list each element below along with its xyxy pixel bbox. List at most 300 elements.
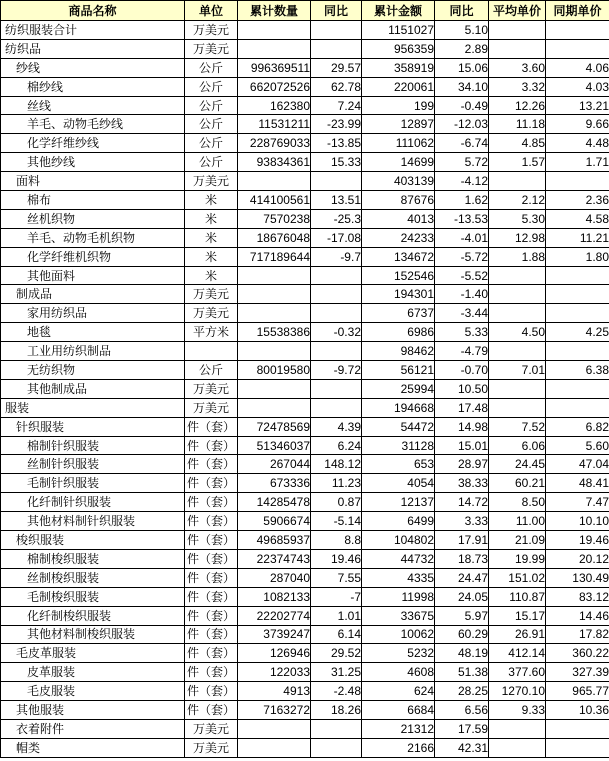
unit-cell: 件（套）	[185, 493, 238, 512]
table-row	[1, 474, 609, 493]
table-header	[1, 1, 609, 21]
amount-yoy-cell: 42.31	[435, 738, 489, 757]
unit-cell: 万美元	[185, 39, 238, 58]
prev-period-price-cell	[546, 738, 609, 757]
prev-period-price-cell: 47.04	[546, 455, 609, 474]
table-row	[1, 455, 609, 474]
cumulative-quantity-cell: 673336	[238, 474, 311, 493]
amount-yoy-cell: -4.01	[435, 228, 489, 247]
product-name-cell: 服装	[1, 398, 185, 417]
unit-cell: 公斤	[185, 77, 238, 96]
unit-cell: 公斤	[185, 134, 238, 153]
average-price-cell: 24.45	[489, 455, 546, 474]
cumulative-amount-cell: 6684	[362, 701, 435, 720]
amount-yoy-cell: 15.01	[435, 436, 489, 455]
amount-yoy-cell: -13.53	[435, 209, 489, 228]
cumulative-quantity-cell: 162380	[238, 96, 311, 115]
cumulative-quantity-cell	[238, 738, 311, 757]
amount-yoy-cell: -5.72	[435, 247, 489, 266]
average-price-cell: 11.18	[489, 115, 546, 134]
product-name-cell: 化纤制梭织服装	[1, 606, 185, 625]
quantity-yoy-cell: 8.8	[311, 531, 362, 550]
quantity-yoy-cell: -9.7	[311, 247, 362, 266]
cumulative-quantity-cell: 11531211	[238, 115, 311, 134]
cumulative-quantity-cell	[238, 398, 311, 417]
quantity-yoy-cell: -23.99	[311, 115, 362, 134]
quantity-yoy-cell: 31.25	[311, 663, 362, 682]
cumulative-amount-cell: 624	[362, 682, 435, 701]
col-header-cumulative-amount: 累计金额	[362, 1, 435, 21]
prev-period-price-cell	[546, 342, 609, 361]
unit-cell: 件（套）	[185, 701, 238, 720]
average-price-cell: 19.99	[489, 549, 546, 568]
quantity-yoy-cell: -2.48	[311, 682, 362, 701]
col-header-amount-yoy: 同比	[435, 1, 489, 21]
amount-yoy-cell: -12.03	[435, 115, 489, 134]
prev-period-price-cell: 10.10	[546, 512, 609, 531]
quantity-yoy-cell: -0.32	[311, 323, 362, 342]
cumulative-amount-cell: 2166	[362, 738, 435, 757]
amount-yoy-cell: 38.33	[435, 474, 489, 493]
average-price-cell	[489, 39, 546, 58]
cumulative-amount-cell: 12137	[362, 493, 435, 512]
amount-yoy-cell: 34.10	[435, 77, 489, 96]
amount-yoy-cell: 60.29	[435, 625, 489, 644]
quantity-yoy-cell	[311, 285, 362, 304]
table-row	[1, 361, 609, 380]
unit-cell: 件（套）	[185, 512, 238, 531]
product-name-cell: 针织服装	[1, 417, 185, 436]
cumulative-quantity-cell	[238, 172, 311, 191]
cumulative-quantity-cell: 93834361	[238, 153, 311, 172]
table-row	[1, 682, 609, 701]
product-name-cell: 无纺织物	[1, 361, 185, 380]
amount-yoy-cell: -3.44	[435, 304, 489, 323]
unit-cell: 件（套）	[185, 455, 238, 474]
cumulative-quantity-cell: 662072526	[238, 77, 311, 96]
cumulative-quantity-cell: 267044	[238, 455, 311, 474]
quantity-yoy-cell: 62.78	[311, 77, 362, 96]
table-row	[1, 606, 609, 625]
quantity-yoy-cell: 148.12	[311, 455, 362, 474]
average-price-cell: 6.06	[489, 436, 546, 455]
cumulative-quantity-cell: 22374743	[238, 549, 311, 568]
col-header-average-price: 平均单价	[489, 1, 546, 21]
cumulative-quantity-cell: 122033	[238, 663, 311, 682]
quantity-yoy-cell	[311, 719, 362, 738]
table-row	[1, 738, 609, 757]
cumulative-amount-cell: 4335	[362, 568, 435, 587]
cumulative-quantity-cell	[238, 285, 311, 304]
cumulative-amount-cell: 11998	[362, 587, 435, 606]
cumulative-amount-cell: 956359	[362, 39, 435, 58]
cumulative-amount-cell: 12897	[362, 115, 435, 134]
product-name-cell: 棉纱线	[1, 77, 185, 96]
cumulative-amount-cell: 56121	[362, 361, 435, 380]
prev-period-price-cell: 6.38	[546, 361, 609, 380]
cumulative-amount-cell: 54472	[362, 417, 435, 436]
amount-yoy-cell: -4.79	[435, 342, 489, 361]
product-name-cell: 丝线	[1, 96, 185, 115]
product-name-cell: 工业用纺织制品	[1, 342, 185, 361]
prev-period-price-cell: 11.21	[546, 228, 609, 247]
prev-period-price-cell: 13.21	[546, 96, 609, 115]
cumulative-amount-cell: 358919	[362, 58, 435, 77]
average-price-cell: 4.85	[489, 134, 546, 153]
product-name-cell: 毛制针织服装	[1, 474, 185, 493]
unit-cell: 件（套）	[185, 644, 238, 663]
average-price-cell: 7.01	[489, 361, 546, 380]
prev-period-price-cell: 7.47	[546, 493, 609, 512]
amount-yoy-cell: 28.97	[435, 455, 489, 474]
average-price-cell: 7.52	[489, 417, 546, 436]
average-price-cell: 1.57	[489, 153, 546, 172]
cumulative-amount-cell: 14699	[362, 153, 435, 172]
quantity-yoy-cell: 18.26	[311, 701, 362, 720]
product-name-cell: 毛制梭织服装	[1, 587, 185, 606]
unit-cell: 件（套）	[185, 682, 238, 701]
col-header-product-name: 商品名称	[1, 1, 185, 21]
unit-cell: 万美元	[185, 738, 238, 757]
cumulative-amount-cell: 44732	[362, 549, 435, 568]
amount-yoy-cell: 5.97	[435, 606, 489, 625]
cumulative-amount-cell: 653	[362, 455, 435, 474]
quantity-yoy-cell: 11.23	[311, 474, 362, 493]
cumulative-quantity-cell: 7163272	[238, 701, 311, 720]
amount-yoy-cell: -6.74	[435, 134, 489, 153]
cumulative-quantity-cell: 5906674	[238, 512, 311, 531]
table-row	[1, 191, 609, 210]
amount-yoy-cell: 17.59	[435, 719, 489, 738]
amount-yoy-cell: 18.73	[435, 549, 489, 568]
cumulative-quantity-cell: 996369511	[238, 58, 311, 77]
average-price-cell: 12.98	[489, 228, 546, 247]
quantity-yoy-cell: 13.51	[311, 191, 362, 210]
prev-period-price-cell: 1.71	[546, 153, 609, 172]
table-row	[1, 115, 609, 134]
average-price-cell	[489, 172, 546, 191]
average-price-cell	[489, 342, 546, 361]
table-row	[1, 549, 609, 568]
prev-period-price-cell: 48.41	[546, 474, 609, 493]
average-price-cell: 11.00	[489, 512, 546, 531]
average-price-cell: 2.12	[489, 191, 546, 210]
average-price-cell: 151.02	[489, 568, 546, 587]
unit-cell: 件（套）	[185, 663, 238, 682]
quantity-yoy-cell: -17.08	[311, 228, 362, 247]
prev-period-price-cell: 5.60	[546, 436, 609, 455]
table-row	[1, 304, 609, 323]
prev-period-price-cell: 9.66	[546, 115, 609, 134]
product-name-cell: 毛皮服装	[1, 682, 185, 701]
table-body	[1, 21, 609, 758]
prev-period-price-cell	[546, 285, 609, 304]
prev-period-price-cell	[546, 304, 609, 323]
product-name-cell: 制成品	[1, 285, 185, 304]
table-row	[1, 436, 609, 455]
cumulative-quantity-cell: 51346037	[238, 436, 311, 455]
table-row	[1, 209, 609, 228]
product-name-cell: 地毯	[1, 323, 185, 342]
table-row	[1, 701, 609, 720]
average-price-cell: 5.30	[489, 209, 546, 228]
unit-cell: 件（套）	[185, 625, 238, 644]
table-row	[1, 587, 609, 606]
cumulative-amount-cell: 4608	[362, 663, 435, 682]
table-row	[1, 531, 609, 550]
amount-yoy-cell: 6.56	[435, 701, 489, 720]
quantity-yoy-cell	[311, 342, 362, 361]
average-price-cell: 60.21	[489, 474, 546, 493]
average-price-cell: 4.50	[489, 323, 546, 342]
quantity-yoy-cell: -25.3	[311, 209, 362, 228]
cumulative-amount-cell: 21312	[362, 719, 435, 738]
cumulative-amount-cell: 87676	[362, 191, 435, 210]
quantity-yoy-cell	[311, 266, 362, 285]
product-name-cell: 丝机织物	[1, 209, 185, 228]
cumulative-amount-cell: 403139	[362, 172, 435, 191]
average-price-cell: 21.09	[489, 531, 546, 550]
cumulative-quantity-cell	[238, 39, 311, 58]
cumulative-quantity-cell: 414100561	[238, 191, 311, 210]
cumulative-quantity-cell	[238, 304, 311, 323]
prev-period-price-cell	[546, 379, 609, 398]
average-price-cell: 26.91	[489, 625, 546, 644]
product-name-cell: 毛皮革服装	[1, 644, 185, 663]
unit-cell: 万美元	[185, 172, 238, 191]
average-price-cell: 12.26	[489, 96, 546, 115]
unit-cell: 公斤	[185, 58, 238, 77]
average-price-cell	[489, 266, 546, 285]
prev-period-price-cell: 2.36	[546, 191, 609, 210]
quantity-yoy-cell: -7	[311, 587, 362, 606]
cumulative-quantity-cell: 22202774	[238, 606, 311, 625]
product-name-cell: 化纤制针织服装	[1, 493, 185, 512]
quantity-yoy-cell: -13.85	[311, 134, 362, 153]
table-row	[1, 417, 609, 436]
unit-cell: 件（套）	[185, 436, 238, 455]
average-price-cell	[489, 21, 546, 40]
quantity-yoy-cell: 0.87	[311, 493, 362, 512]
cumulative-amount-cell: 24233	[362, 228, 435, 247]
average-price-cell: 8.50	[489, 493, 546, 512]
average-price-cell: 412.14	[489, 644, 546, 663]
table-row	[1, 323, 609, 342]
prev-period-price-cell	[546, 21, 609, 40]
average-price-cell	[489, 738, 546, 757]
cumulative-quantity-cell: 1082133	[238, 587, 311, 606]
prev-period-price-cell: 1.80	[546, 247, 609, 266]
amount-yoy-cell: 5.72	[435, 153, 489, 172]
amount-yoy-cell: -5.52	[435, 266, 489, 285]
col-header-quantity-yoy: 同比	[311, 1, 362, 21]
cumulative-quantity-cell: 72478569	[238, 417, 311, 436]
product-name-cell: 丝制梭织服装	[1, 568, 185, 587]
amount-yoy-cell: 14.98	[435, 417, 489, 436]
cumulative-quantity-cell: 80019580	[238, 361, 311, 380]
quantity-yoy-cell: 19.46	[311, 549, 362, 568]
cumulative-quantity-cell: 3739247	[238, 625, 311, 644]
product-name-cell: 棉制针织服装	[1, 436, 185, 455]
quantity-yoy-cell: 29.52	[311, 644, 362, 663]
amount-yoy-cell: -0.70	[435, 361, 489, 380]
prev-period-price-cell	[546, 266, 609, 285]
quantity-yoy-cell: 7.55	[311, 568, 362, 587]
product-name-cell: 化学纤维纱线	[1, 134, 185, 153]
prev-period-price-cell: 83.12	[546, 587, 609, 606]
prev-period-price-cell: 327.39	[546, 663, 609, 682]
product-name-cell: 其他服装	[1, 701, 185, 720]
table-row	[1, 719, 609, 738]
unit-cell: 米	[185, 209, 238, 228]
amount-yoy-cell: -1.40	[435, 285, 489, 304]
quantity-yoy-cell	[311, 304, 362, 323]
unit-cell: 公斤	[185, 361, 238, 380]
average-price-cell: 1270.10	[489, 682, 546, 701]
quantity-yoy-cell: 1.01	[311, 606, 362, 625]
cumulative-quantity-cell: 4913	[238, 682, 311, 701]
cumulative-quantity-cell: 126946	[238, 644, 311, 663]
table-row	[1, 247, 609, 266]
prev-period-price-cell: 17.82	[546, 625, 609, 644]
prev-period-price-cell: 4.06	[546, 58, 609, 77]
quantity-yoy-cell: 29.57	[311, 58, 362, 77]
col-header-cumulative-quantity: 累计数量	[238, 1, 311, 21]
average-price-cell: 3.32	[489, 77, 546, 96]
product-name-cell: 其他材料制梭织服装	[1, 625, 185, 644]
prev-period-price-cell: 4.25	[546, 323, 609, 342]
quantity-yoy-cell: 15.33	[311, 153, 362, 172]
cumulative-amount-cell: 104802	[362, 531, 435, 550]
average-price-cell	[489, 285, 546, 304]
cumulative-quantity-cell	[238, 342, 311, 361]
table-row	[1, 96, 609, 115]
amount-yoy-cell: 1.62	[435, 191, 489, 210]
prev-period-price-cell: 20.12	[546, 549, 609, 568]
cumulative-quantity-cell: 228769033	[238, 134, 311, 153]
unit-cell: 万美元	[185, 21, 238, 40]
average-price-cell: 110.87	[489, 587, 546, 606]
product-name-cell: 家用纺织品	[1, 304, 185, 323]
cumulative-amount-cell: 152546	[362, 266, 435, 285]
average-price-cell: 3.60	[489, 58, 546, 77]
amount-yoy-cell: 10.50	[435, 379, 489, 398]
amount-yoy-cell: 2.89	[435, 39, 489, 58]
amount-yoy-cell: 17.48	[435, 398, 489, 417]
prev-period-price-cell: 360.22	[546, 644, 609, 663]
product-name-cell: 化学纤维机织物	[1, 247, 185, 266]
unit-cell: 件（套）	[185, 531, 238, 550]
prev-period-price-cell: 6.82	[546, 417, 609, 436]
average-price-cell: 1.88	[489, 247, 546, 266]
amount-yoy-cell: 24.05	[435, 587, 489, 606]
quantity-yoy-cell	[311, 172, 362, 191]
quantity-yoy-cell: 6.14	[311, 625, 362, 644]
cumulative-amount-cell: 98462	[362, 342, 435, 361]
product-name-cell: 帽类	[1, 738, 185, 757]
cumulative-amount-cell: 33675	[362, 606, 435, 625]
product-name-cell: 棉布	[1, 191, 185, 210]
amount-yoy-cell: 3.33	[435, 512, 489, 531]
cumulative-amount-cell: 1151027	[362, 21, 435, 40]
cumulative-amount-cell: 194301	[362, 285, 435, 304]
table-row	[1, 285, 609, 304]
unit-cell: 万美元	[185, 379, 238, 398]
product-name-cell: 衣着附件	[1, 719, 185, 738]
table-row	[1, 266, 609, 285]
prev-period-price-cell	[546, 719, 609, 738]
quantity-yoy-cell: 4.39	[311, 417, 362, 436]
quantity-yoy-cell	[311, 398, 362, 417]
quantity-yoy-cell	[311, 738, 362, 757]
unit-cell: 件（套）	[185, 587, 238, 606]
unit-cell: 公斤	[185, 96, 238, 115]
product-name-cell: 面料	[1, 172, 185, 191]
average-price-cell	[489, 719, 546, 738]
amount-yoy-cell: 24.47	[435, 568, 489, 587]
unit-cell: 米	[185, 266, 238, 285]
amount-yoy-cell: 15.06	[435, 58, 489, 77]
product-name-cell: 丝制针织服装	[1, 455, 185, 474]
unit-cell: 万美元	[185, 304, 238, 323]
table-row	[1, 153, 609, 172]
product-name-cell: 纺织品	[1, 39, 185, 58]
product-name-cell: 梭织服装	[1, 531, 185, 550]
cumulative-amount-cell: 6986	[362, 323, 435, 342]
table-row	[1, 379, 609, 398]
amount-yoy-cell: 17.91	[435, 531, 489, 550]
cumulative-amount-cell: 5232	[362, 644, 435, 663]
table-row	[1, 663, 609, 682]
product-name-cell: 羊毛、动物毛机织物	[1, 228, 185, 247]
unit-cell: 公斤	[185, 153, 238, 172]
prev-period-price-cell: 14.46	[546, 606, 609, 625]
cumulative-amount-cell: 10062	[362, 625, 435, 644]
prev-period-price-cell: 19.46	[546, 531, 609, 550]
prev-period-price-cell: 130.49	[546, 568, 609, 587]
cumulative-quantity-cell: 717189644	[238, 247, 311, 266]
table-row	[1, 228, 609, 247]
average-price-cell	[489, 379, 546, 398]
cumulative-quantity-cell	[238, 719, 311, 738]
cumulative-amount-cell: 25994	[362, 379, 435, 398]
cumulative-amount-cell: 111062	[362, 134, 435, 153]
product-name-cell: 纱线	[1, 58, 185, 77]
quantity-yoy-cell: -9.72	[311, 361, 362, 380]
product-name-cell: 其他面料	[1, 266, 185, 285]
amount-yoy-cell: 14.72	[435, 493, 489, 512]
cumulative-quantity-cell	[238, 21, 311, 40]
col-header-unit: 单位	[185, 1, 238, 21]
cumulative-quantity-cell: 49685937	[238, 531, 311, 550]
prev-period-price-cell	[546, 39, 609, 58]
table-row	[1, 644, 609, 663]
prev-period-price-cell: 10.36	[546, 701, 609, 720]
header-row	[1, 1, 609, 21]
table-row	[1, 172, 609, 191]
product-name-cell: 纺织服装合计	[1, 21, 185, 40]
cumulative-amount-cell: 4013	[362, 209, 435, 228]
table-row	[1, 568, 609, 587]
average-price-cell	[489, 304, 546, 323]
amount-yoy-cell: 48.19	[435, 644, 489, 663]
table-row	[1, 342, 609, 361]
table-row	[1, 39, 609, 58]
table-row	[1, 625, 609, 644]
amount-yoy-cell: 5.33	[435, 323, 489, 342]
cumulative-amount-cell: 194668	[362, 398, 435, 417]
quantity-yoy-cell	[311, 379, 362, 398]
